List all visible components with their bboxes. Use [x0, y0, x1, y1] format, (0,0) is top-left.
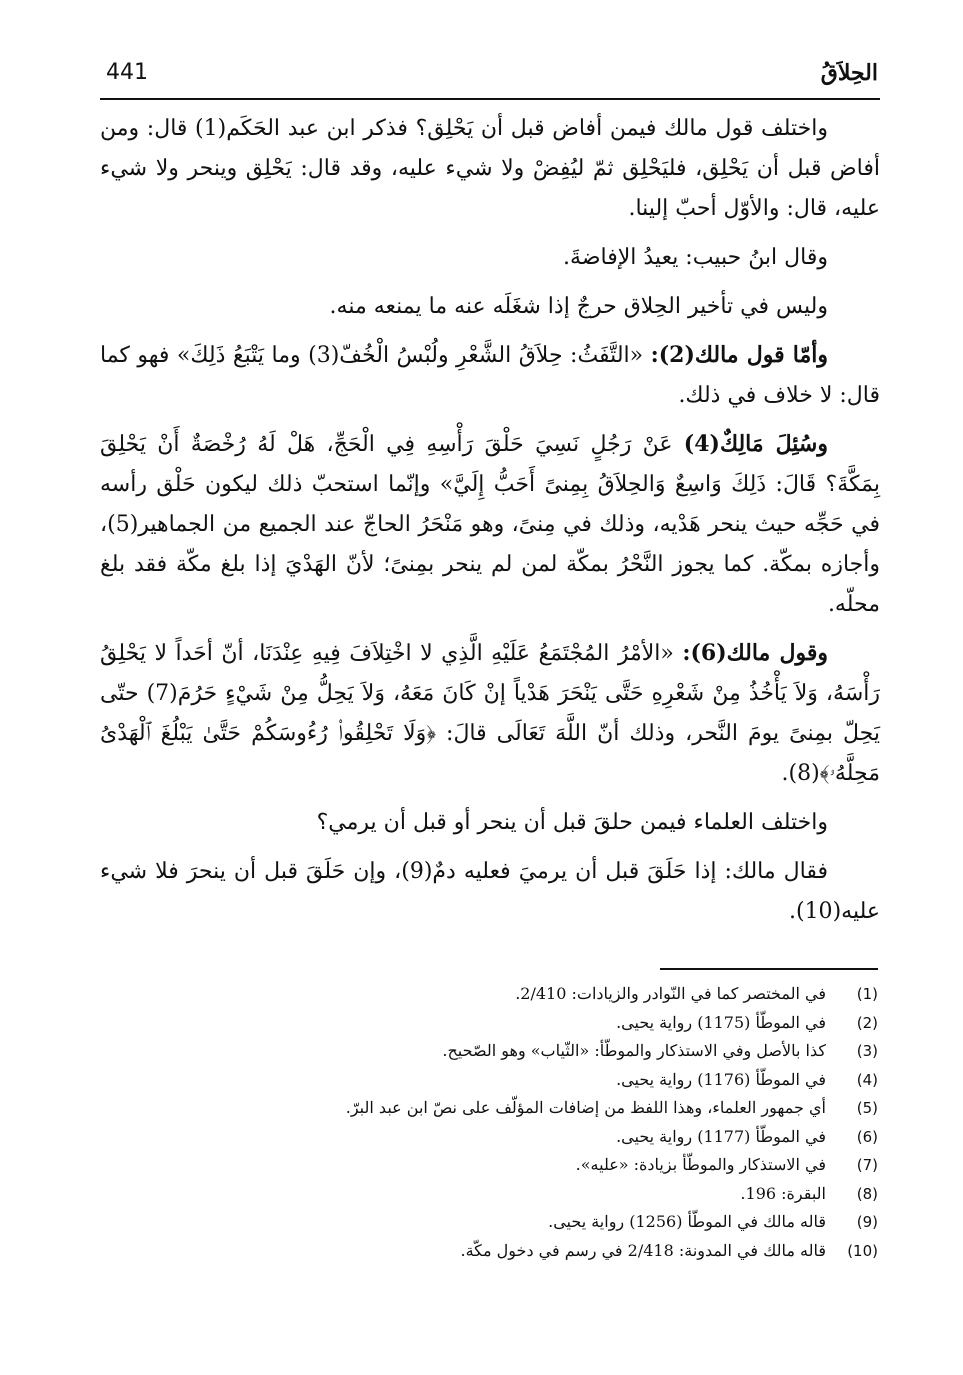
paragraph-3-text: وليس في تأخير الحِلاق حرجٌ إذا شغَلَه عنه ما يمنعه منه. [329, 294, 828, 319]
footnote-number: (6) [856, 1127, 878, 1146]
footnote-item [100, 1180, 878, 1209]
footnote-text: في المختصر كما في النّوادر والزيادات: 2/410. [515, 984, 826, 1003]
footnote-item [100, 980, 878, 1009]
paragraph-6-lead: وقول مالك(6): [682, 640, 828, 666]
footnote-text: البقرة: 196. [740, 1183, 826, 1203]
footnote-number: (4) [856, 1070, 878, 1089]
footnote-text: كذا بالأصل وفي الاستذكار والموطّأ: «الثّياب» وهو الصّحيح. [442, 1041, 826, 1060]
footnote-number: (9) [856, 1213, 878, 1231]
paragraph-4 [100, 335, 880, 416]
paragraph-5 [100, 424, 880, 625]
paragraph-6-text: «الأمْرُ المُجْتَمَعُ عَلَيْهِ الَّذِي لا اخْتِلاَفَ فِيهِ عِنْدَنَا، أنّ أحَداً لا يَحْلِقُ رَأْسَهُ، وَلاَ يَأْخُذُ مِنْ شَعْرِهِ حَتَّى يَنْحَرَ هَدْياً إنْ كَانَ مَعَهُ، وَلاَ يَحِلُّ مِنْ شَيْءٍ حَرُمَ(7) حتّى يَحِلّ بمِنىً يومَ النَّحر، وذلك أنّ اللَّهَ تَعَالَى قالَ: ﴿وَلَا تَحْلِقُوا۟ رُءُوسَكُمْ حَتَّىٰ يَبْلُغَ ٱلْهَدْىُ مَحِلَّهُۥ﴾(8). [100, 641, 880, 786]
paragraph-7 [100, 802, 880, 843]
paragraph-1-text: واختلف قول مالك فيمن أفاض قبل أن يَحْلِق؟ فذكر ابن عبد الحَكَم(1) قال: ومن أفاض قبل أن يَحْلِق، فليَحْلِق ثمّ ليُفِضْ ولا شيء عليه، وقد قال: يَحْلِق وينحر ولا شيء عليه، قال: والأوّل أحبّ إلينا. [100, 116, 880, 221]
paragraph-1 [100, 108, 880, 229]
footnote-item [100, 1066, 878, 1095]
footnote-divider [660, 968, 878, 970]
page-header [100, 58, 880, 100]
paragraph-2 [100, 237, 880, 278]
footnote-item [100, 1151, 878, 1180]
footnote-item [100, 1237, 878, 1266]
footnote-text: في الموطّأ (1177) رواية يحيى. [616, 1126, 826, 1146]
footnote-number: (7) [856, 1156, 878, 1174]
footnote-item [100, 1094, 878, 1123]
footnote-item [100, 1123, 878, 1152]
paragraph-2-text: وقال ابنُ حبيب: يعيدُ الإفاضةَ. [563, 245, 828, 270]
footnotes [100, 980, 878, 1265]
footnote-number: (8) [856, 1184, 878, 1203]
paragraph-8 [100, 851, 880, 932]
footnote-number: (2) [856, 1013, 878, 1032]
footnote-item [100, 1208, 878, 1237]
footnote-text: أي جمهور العلماء، وهذا اللفظ من إضافات المؤلّف على نصّ ابن عبد البرّ. [345, 1098, 826, 1117]
paragraph-5-text: عَنْ رَجُلٍ نَسِيَ حَلْقَ رَأْسِهِ فِي الْحَجِّ، هَلْ لَهُ رُخْصَةٌ أَنْ يَحْلِقَ بِمَكَّةَ؟ قَالَ: ذَلِكَ وَاسِعٌ وَالحِلاَقُ بِمِنىً أَحَبُّ إِلَيَّ» وإنّما استحبّ ذلك ليكون حَلْق رأسه في حَجِّه حيث ينحر هَدْيه، وذلك في مِنىً، وهو مَنْحَرُ الحاجّ عند الجميع من الجماهير(5)، وأجازه بمكّة. كما يجوز النَّحْرُ بمكّة لمن لم ينحر بمِنىً؛ لأنّ الهَدْيَ إذا بلغ مكّة فقد بلغ محلّه. [100, 432, 880, 617]
footnote-text: قاله مالك في المدونة: 2/418 في رسم في دخول مكّة. [460, 1240, 826, 1260]
footnote-number: (5) [856, 1099, 878, 1117]
paragraph-7-text: واختلف العلماء فيمن حلقَ قبل أن ينحر أو قبل أن يرمي؟ [316, 810, 828, 835]
footnote-number: (10) [847, 1241, 878, 1260]
footnote-number: (1) [856, 985, 878, 1003]
paragraph-4-text: «التَّفَثُ: حِلاَقُ الشَّعْرِ ولُبْسُ الْخُفّ(3) وما يَتْبَعُ ذَلِكَ» فهو كما قال: لا خلاف في ذلك. [100, 343, 880, 408]
footnote-item [100, 1009, 878, 1038]
paragraph-8-text: فقال مالك: إذا حَلَقَ قبل أن يرميَ فعليه دمٌ(9)، وإن حَلَقَ قبل أن ينحرَ فلا شيء عليه(10). [100, 859, 880, 924]
paragraph-6 [100, 633, 880, 794]
footnote-text: قاله مالك في الموطّأ (1256) رواية يحيى. [548, 1212, 826, 1231]
page-number: 441 [106, 60, 148, 85]
paragraph-4-lead: وأمّا قول مالك(2): [650, 342, 828, 368]
footnote-item [100, 1037, 878, 1066]
paragraph-3 [100, 286, 880, 327]
footnote-text: في الموطّأ (1175) رواية يحيى. [616, 1012, 826, 1032]
footnote-number: (3) [856, 1042, 878, 1060]
footnote-text: في الاستذكار والموطّأ بزيادة: «عليه». [575, 1155, 826, 1174]
running-title: الحِلاَقُ [820, 60, 878, 86]
paragraph-5-lead: وسُئِلَ مَالِكٌ(4) [683, 431, 828, 457]
main-text [100, 108, 880, 940]
footnote-text: في الموطّأ (1176) رواية يحيى. [616, 1069, 826, 1089]
